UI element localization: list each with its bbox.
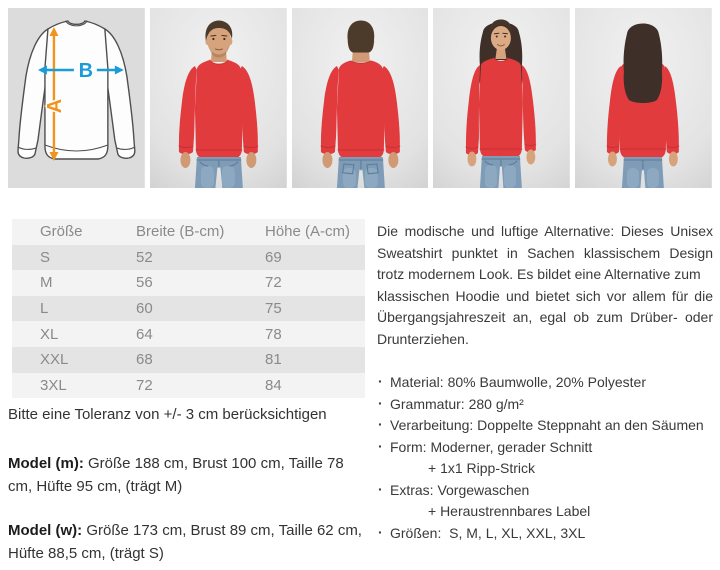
- size-info-section: [8, 219, 371, 565]
- photo-woman-front[interactable]: [433, 8, 570, 188]
- model-m-label: Model (m):: [8, 455, 84, 473]
- model-w-info: Model (w): Größe 173 cm, Brust 89 cm, Taille 62 cm, Hüfte 88,5 cm, (trägt S): [8, 522, 362, 563]
- table-row: XL 64 78: [12, 321, 365, 347]
- photo-man-front[interactable]: [150, 8, 287, 188]
- feature-form: · Form: Moderner, gerader Schnitt: [377, 437, 713, 459]
- feature-material: · Material: 80% Baumwolle, 20% Polyester: [377, 372, 713, 394]
- feature-list: [377, 372, 713, 544]
- size-table-header: [12, 219, 365, 245]
- table-row: L 60 75: [12, 296, 365, 322]
- feature-form-sub: + 1x1 Ripp-Strick: [428, 460, 535, 476]
- woman-front-photo-icon: [433, 8, 570, 188]
- table-row: XXL 68 81: [12, 347, 365, 373]
- feature-groessen: · Größen: S, M, L, XL, XXL, 3XL: [377, 523, 713, 545]
- height-label: A: [43, 98, 66, 114]
- man-back-photo-icon: [292, 8, 429, 188]
- feature-verarbeitung: · Verarbeitung: Doppelte Steppnaht an den Säumen: [377, 415, 713, 437]
- model-m-info: Model (m): Größe 188 cm, Brust 100 cm, Taille 78 cm, Hüfte 95 cm, (trägt M): [8, 455, 344, 496]
- size-table: [12, 219, 365, 398]
- table-row: S 52 69: [12, 245, 365, 271]
- tolerance-note: Bitte eine Toleranz von +/- 3 cm berücksichtigen: [8, 406, 327, 424]
- product-gallery: [8, 8, 712, 188]
- model-w-label: Model (w):: [8, 522, 83, 540]
- feature-extras-sub: + Heraustrennbares Label: [428, 503, 591, 519]
- product-description: [377, 221, 713, 544]
- woman-back-photo-icon: [575, 8, 712, 188]
- size-diagram-image[interactable]: [8, 8, 145, 188]
- col-header-hoehe: Höhe (A-cm): [265, 223, 351, 241]
- man-front-photo-icon: [150, 8, 287, 188]
- feature-extras: · Extras: Vorgewaschen: [377, 480, 713, 502]
- col-header-groesse: Größe: [40, 223, 83, 241]
- photo-woman-back[interactable]: [575, 8, 712, 188]
- feature-grammatur: · Grammatur: 280 g/m²: [377, 394, 713, 416]
- description-intro: Die modische und luftige Alternative: Dieses Unisex Sweatshirt punktet in Sachen klassischem Design trotz modernem Look. Es bildet eine Alternative zum klassischen Hoodie und bietet sich vor allem für die Übergangsjahreszeit an, egal ob zum Drüber- oder Drunterziehen.: [377, 223, 713, 347]
- col-header-breite: Breite (B-cm): [136, 223, 225, 241]
- photo-man-back[interactable]: [292, 8, 429, 188]
- sweatshirt-measure-diagram-icon: [8, 8, 145, 188]
- table-row: 3XL 72 84: [12, 373, 365, 399]
- width-label: B: [78, 59, 94, 83]
- table-row: M 56 72: [12, 270, 365, 296]
